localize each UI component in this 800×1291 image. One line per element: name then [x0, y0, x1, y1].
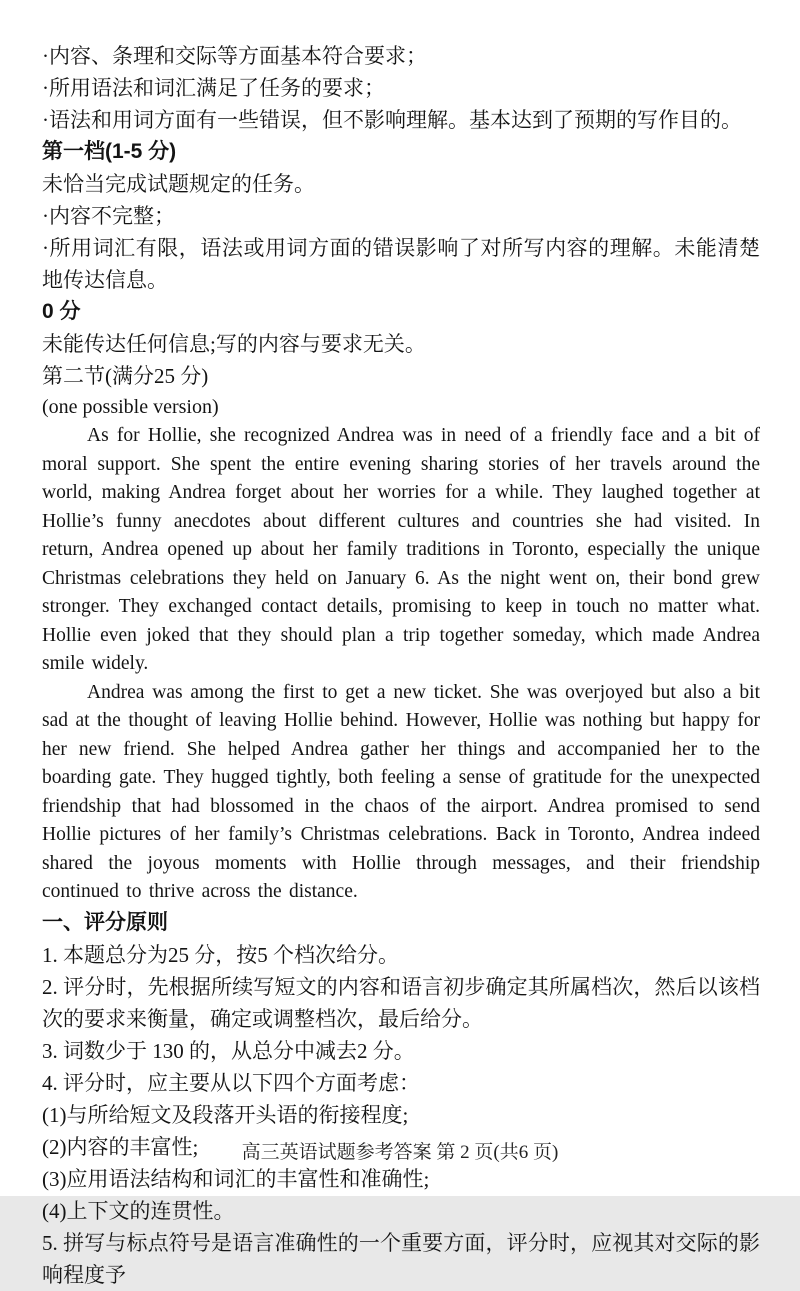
criterion-bullet: ·语法和用词方面有一些错误，但不影响理解。基本达到了预期的写作目的。	[42, 108, 742, 132]
scoring-principle: 5. 拼写与标点符号是语言准确性的一个重要方面，评分时，应视其对交际的影响程度予	[42, 1230, 760, 1287]
criterion-bullet: ·所用词汇有限，语法或用词方面的错误影响了对所写内容的理解。未能清楚地传达信息。	[42, 236, 760, 292]
scoring-aspect: (4)上下文的连贯性。	[42, 1198, 235, 1223]
band-heading: 第一档(1-5 分)	[42, 140, 177, 163]
scoring-principle: 2. 评分时，先根据所续写短文的内容和语言初步确定其所属档次，然后以该档次的要求来衡量，确定或调整档次，最后给分。	[42, 974, 760, 1031]
scoring-aspect: (3)应用语法结构和词汇的丰富性和准确性;	[42, 1166, 430, 1191]
model-answer-paragraph: Andrea was among the first to get a new ticket. She was overjoyed but also a bit sad at the thought of leaving Hollie behind. However, Hollie was nothing but happy for her new friend. She helped Andrea gather her things and accompanied her to the boarding gate. They hugged tightly, both feeling a sense of gratitude for the unexpected friendship that had blossomed in the chaos of the airport. Andrea promised to send Hollie pictures of her family’s Christmas celebrations. Back in Toronto, Andrea indeed shared the joyous moments with Hollie through messages, and their friendship continued to thrive across the distance.	[42, 681, 760, 902]
model-answer-paragraph: As for Hollie, she recognized Andrea was in need of a friendly face and a bit of moral support. She spent the entire evening sharing stories of her travels around the world, making Andrea forget about her worries for a while. They laughed together at Hollie’s funny anecdotes about different cultures and countries she had visited. In return, Andrea opened up about her family traditions in Toronto, especially the unique Christmas celebrations they held on January 6. As the night went on, their bond grew stronger. They exchanged contact details, promising to keep in touch no matter what. Hollie even joked that they should plan a trip together someday, which made Andrea smile widely.	[42, 425, 760, 674]
scoring-aspect: (2)内容的丰富性;	[42, 1134, 199, 1159]
criterion-bullet: ·所用语法和词汇满足了任务的要求；	[42, 76, 385, 100]
scoring-principle: 1. 本题总分为25 分，按5 个档次给分。	[42, 942, 399, 967]
model-answer-label: (one possible version)	[42, 396, 219, 418]
criterion-bullet: ·内容、条理和交际等方面基本符合要求；	[42, 44, 427, 68]
criterion-bullet: ·内容不完整；	[42, 204, 175, 228]
document-body	[42, 40, 760, 1291]
band-description: 未恰当完成试题规定的任务。	[42, 172, 315, 196]
page-footer: 高三英语试题参考答案 第 2 页(共6 页)	[241, 1142, 559, 1163]
scoring-aspect: (1)与所给短文及段落开头语的衔接程度;	[42, 1102, 409, 1127]
section-title: 第二节(满分25 分)	[42, 364, 209, 388]
band-heading: 0 分	[42, 300, 81, 323]
scoring-principle: 4. 评分时，应主要从以下四个方面考虑：	[42, 1070, 420, 1095]
scoring-principles-heading: 一、评分原则	[42, 910, 168, 934]
band-description: 未能传达任何信息;写的内容与要求无关。	[42, 332, 426, 356]
scoring-principle: 3. 词数少于 130 的，从总分中减去2 分。	[42, 1038, 415, 1063]
